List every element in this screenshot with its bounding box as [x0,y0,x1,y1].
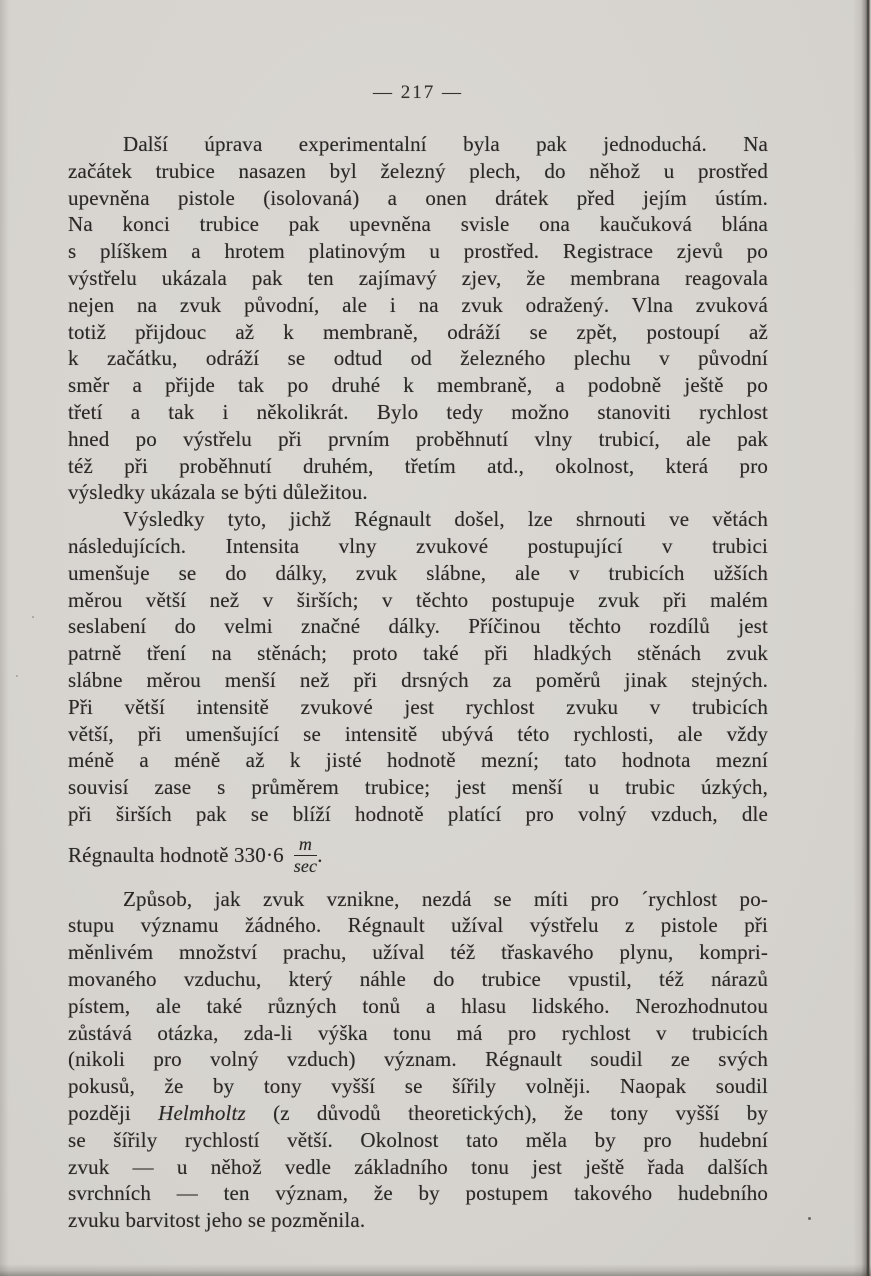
text-line: méně a méně až k jisté hodnotě mezní; tato hodnota mezní [68,748,768,773]
text-line: svrchních — ten význam, že by postupem takového hudebního [68,1181,768,1206]
text-line: umenšuje se do dálky, zvuk slábne, ale v trubicích užších [68,560,768,585]
text-line: seslabení do velmi značné dálky. Příčinou těchto rozdílů jest [68,614,768,639]
fraction-numerator: m [294,835,317,856]
paper-speck [32,616,34,618]
text-line: výstřelu ukázala pak ten zajímavý zjev, že membrana reagovala [68,265,768,290]
text-line: k začátku, odráží se odtud od železného plechu v původní [68,346,768,371]
formula-suffix: . [317,843,323,868]
paragraph-3 [68,886,768,1234]
text-line: zvuku barvitost jeho se pozměnila. [68,1208,366,1233]
text-line: hned po výstřelu při prvním proběhnutí vlny trubicí, ale pak [68,426,768,451]
text-line: Při větší intensitě zvukové jest rychlost zvuku v trubicích [68,694,768,719]
page-left-edge-shadow [0,0,9,1276]
text-segment: později [68,1100,159,1125]
text-line: začátek trubice nasazen byl železný plech, do něhož u prostřed [68,158,768,183]
text-line: s plíškem a hrotem platinovým u prostřed. Registrace zjevů po [68,239,768,264]
fraction-denominator: sec [293,856,318,877]
text-line: se šířily rychlostí větší. Okolnost tato měla by pro hudební [68,1127,768,1152]
text-line: Další úprava experimentalní byla pak jednoduchá. Na [123,132,768,156]
text-line: měnlivém množství prachu, užíval též třaskavého plynu, kompri- [68,940,768,965]
formula-prefix: Régnaulta hodnotě 330·6 [68,843,284,868]
text-line: měrou větší než v širších; v těchto postupuje zvuk při malém [68,587,768,612]
text-line: zvuk — u něhož vedle základního tonu jest ještě řada dalších [68,1154,768,1179]
text-line: pístem, ale také různých tonů a hlasu lidského. Nerozhodnutou [68,993,768,1018]
text-line: zůstává otázka, zda-li výška tonu má pro rychlost v trubicích [68,1020,768,1045]
text-line: pokusů, že by tony vyšší se šířily volněji. Naopak soudil [68,1074,768,1099]
paper-speck [808,1217,811,1220]
text-line: při širších pak se blíží hodnotě platící pro volný vzduch, dle [68,801,768,826]
text-line: souvisí zase s průměrem trubice; jest menší u trubic úzkých, [68,775,768,800]
italic-name-helmholtz: Helmholtz [158,1100,246,1125]
page-bottom-edge-shadow [0,1264,871,1276]
text-line: movaného vzduchu, který náhle do trubice vpustil, též nárazů [68,966,768,991]
text-line: větší, při umenšující se intensitě ubývá této rychlosti, ale vždy [68,721,768,746]
text-line-with-italic [68,1100,768,1127]
text-line: výsledky ukázala se býti důležitou. [68,480,368,505]
page-number-header: — 217 — [373,82,463,103]
text-segment: (z důvodů theoretických), že tony vyšší by [245,1100,768,1125]
text-line: patrně tření na stěnách; proto také při hladkých stěnách zvuk [68,641,768,666]
page-right-edge-shadow [853,0,871,1276]
text-line: upevněna pistole (isolovaná) a onen drátek před jejím ústím. [68,185,768,210]
text-line: též při proběhnutí druhém, třetím atd., okolnost, která pro [68,453,768,478]
text-line: následujících. Intensita vlny zvukové postupující v trubici [68,533,768,558]
text-block [68,131,768,1234]
text-line: nejen na zvuk původní, ale i na zvuk odražený. Vlna zvuková [68,292,768,317]
text-line: směr a přijde tak po druhé k membraně, a podobně ještě po [68,373,768,398]
paper-speck [16,675,18,677]
text-line: třetí a tak i několikrát. Bylo tedy možno stanoviti rychlost [68,399,768,424]
paragraph-1 [68,131,768,506]
text-line: totiž přijdouc až k membraně, odráží se zpět, postoupí až [68,319,768,344]
text-line: Výsledky tyto, jichž Régnault došel, lze shrnouti ve větách [123,507,768,532]
text-line: Na konci trubice pak upevněna svisle ona kaučuková blána [68,212,768,237]
fraction-m-per-sec [294,835,317,877]
text-line: stupu významu žádného. Régnault užíval výstřelu z pistole při [68,913,768,938]
text-line: Způsob, jak zvuk vznikne, nezdá se míti pro ´rychlost po- [123,886,768,911]
text-line: (nikoli pro volný vzduch) význam. Régnault soudil ze svých [68,1047,768,1072]
paragraph-2 [68,506,768,876]
speed-of-sound-formula [68,835,768,877]
text-line: slábne měrou menší než při drsných za poměrů jinak stejných. [68,667,768,692]
